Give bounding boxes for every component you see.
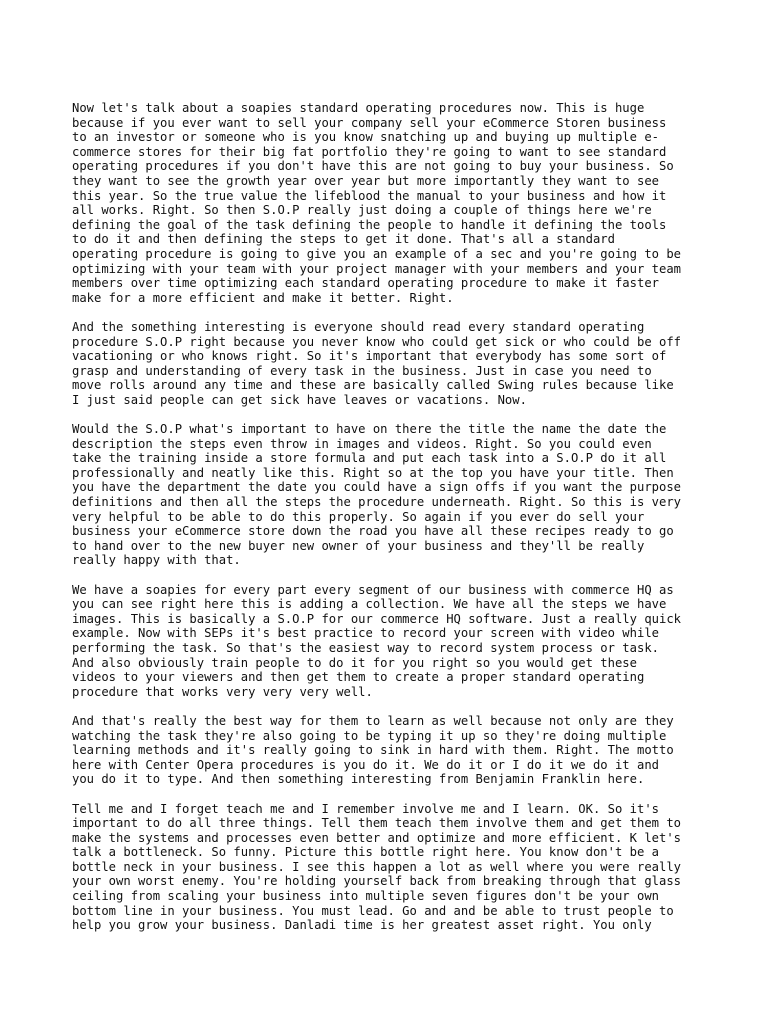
paragraph-2: And the something interesting is everyone should read every standard operating procedure S.O.P right because you never know who could get sick or who could be off vacationing or who knows right. So it's important that everybody has some sort of grasp and understanding of every task in the business. Just in case you need to move rolls around any time and these are basically called Swing rules because like I just said people can get sick have leaves or vacations. Now. <box>72 319 682 407</box>
paragraph-4: We have a soapies for every part every segment of our business with commerce HQ as you can see right here this is adding a collection. We have all the steps we have images. This is basically a S.O.P for our commerce HQ software. Just a really quick example. Now with SEPs it's best practice to record your screen with video while performing the task. So that's the easiest way to record system process or task. And also obviously train people to do it for you right so you would get these videos to your viewers and then get them to create a proper standard operating procedure that works very very very well. <box>72 582 682 699</box>
paragraph-5: And that's really the best way for them to learn as well because not only are they watching the task they're also going to be typing it up so they're doing multiple learning methods and it's really going to sink in hard with them. Right. The motto here with Center Opera procedures is you do it. We do it or I do it we do it and you do it to type. And then something interesting from Benjamin Franklin here. <box>72 713 674 787</box>
paragraph-3: Would the S.O.P what's important to have on there the title the name the date the description the steps even throw in images and videos. Right. So you could even take the training inside a store formula and put each task into a S.O.P do it all professionally and neatly like this. Right so at the top you have your title. Then you have the department the date you could have a sign offs if you want the purpose definitions and then all the steps the procedure underneath. Right. So this is very very helpful to be able to do this properly. So again if you ever do sell your business your eCommerce store down the road you have all these recipes ready to go to hand over to the new buyer new owner of your business and they'll be really really happy with that. <box>72 422 682 568</box>
paragraph-6: Tell me and I forget teach me and I remember involve me and I learn. OK. So it's important to do all three things. Tell them teach them involve them and get them to make the systems and processes even better and optimize and more efficient. K let's talk a bottleneck. So funny. Picture this bottle right here. You know don't be a bottle neck in your business. I see this happen a lot as well where you were really your own worst enemy. You're holding yourself back from breaking through that glass ceiling from scaling your business into multiple seven figures don't be your own bottom line in your business. You must lead. Go and and be able to trust people to help you grow your business. Danladi time is her greatest asset right. You only <box>72 801 682 933</box>
paragraph-1: Now let's talk about a soapies standard operating procedures now. This is huge because if you ever want to sell your company sell your eCommerce Storen business to an investor or someone who is you know snatching up and buying up multiple e- commerce stores for their big fat portfolio they're going to want to see standard operating procedures if you don't have this are not going to buy your business. So they want to see the growth year over year but more importantly they want to see this year. So the true value the lifeblood the manual to your business and how it all works. Right. So then S.O.P really just doing a couple of things here we're defining the goal of the task defining the people to handle it defining the tools to do it and then defining the steps to get it done. That's all a standard operating procedure is going to give you an example of a sec and you're going to be optimizing with your team with your project manager with your members and your team members over time optimizing each standard operating procedure to make it faster make for a more efficient and make it better. Right. <box>72 101 682 305</box>
document-page <box>72 101 712 947</box>
